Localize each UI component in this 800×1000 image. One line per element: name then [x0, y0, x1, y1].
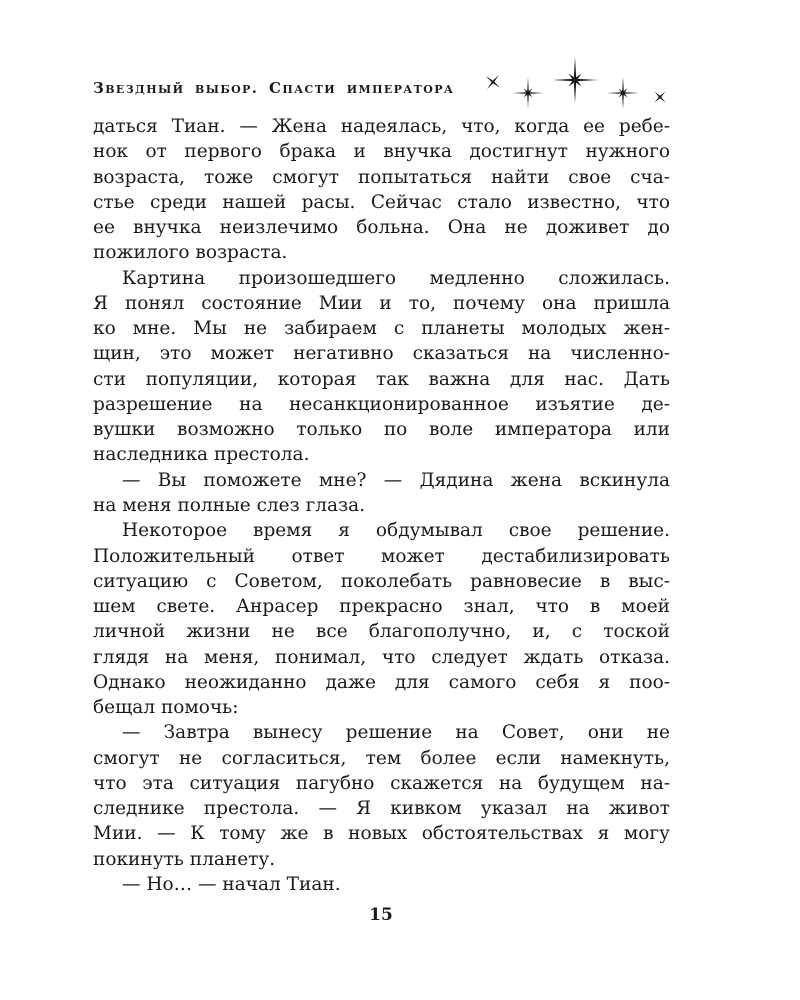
text-line: пожилого возраста.: [93, 242, 288, 264]
stars-ornament: [470, 50, 680, 120]
text-line: — Завтра вынесу решение на Совет, они не: [122, 722, 670, 744]
body-text: [93, 114, 670, 897]
text-line: вушки возможно только по воле императора или: [93, 419, 670, 441]
text-line: сти популяции, которая так важна для нас. Дать: [93, 368, 670, 390]
text-line: нок от первого брака и внучка достигнут нужного: [93, 141, 670, 163]
text-line: даться Тиан. — Жена надеялась, что, когда ее ребе-: [93, 116, 670, 137]
text-line: ее внучка неизлечимо больна. Она не доживет до: [93, 217, 670, 239]
text-line: щин, это может негативно сказаться на численно-: [93, 343, 670, 365]
text-line: глядя на меня, понимал, что следует ждать отказа.: [93, 646, 670, 668]
text-line: личной жизни не все благополучно, и, с тоской: [93, 621, 670, 643]
star-icon: [649, 86, 672, 109]
text-line: Мии. — К тому же в новых обстоятельствах я могу: [93, 823, 670, 845]
text-line: покинуть планету.: [93, 848, 276, 870]
running-title: Звездный выбор. Спасти императора: [93, 79, 455, 97]
text-line: Картина произошедшего медленно сложилась.: [122, 267, 670, 289]
paragraph: [93, 468, 670, 519]
star-icon: [607, 77, 639, 109]
text-line: ситуацию с Советом, поколебать равновесие в выс-: [93, 570, 670, 592]
text-line: что эта ситуация пагубно скажется на будущем на-: [93, 772, 670, 794]
text-line: наследника престола.: [93, 444, 310, 466]
text-line: бещал помочь:: [93, 697, 239, 719]
star-icon: [480, 69, 506, 95]
star-icon: [512, 77, 543, 108]
text-line: смогут не согласиться, тем более если намекнуть,: [93, 747, 670, 769]
paragraph: [93, 114, 670, 266]
text-line: Положительный ответ может дестабилизировать: [93, 545, 670, 567]
text-line: возраста, тоже смогут попытаться найти свое сча-: [93, 166, 670, 188]
text-line: разрешение на несанкционированное изъятие де-: [93, 393, 670, 415]
text-line: Некоторое время я обдумывал свое решение.: [122, 520, 670, 542]
page-number: 15: [369, 905, 393, 925]
text-line: Однако неожиданно даже для самого себя я поо-: [93, 671, 670, 693]
paragraph: [93, 872, 670, 897]
paragraph: [93, 518, 670, 720]
text-line: стье среди нашей расы. Сейчас стало известно, что: [93, 191, 670, 213]
text-line: — Но… — начал Тиан.: [122, 873, 341, 895]
text-line: следнике престола. — Я кивком указал на живот: [93, 798, 670, 820]
text-line: Я понял состояние Мии и то, почему она пришла: [93, 292, 670, 314]
text-line: ко мне. Мы не забираем с планеты молодых жен-: [93, 318, 670, 340]
text-line: — Вы поможете мне? — Дядина жена вскинула: [122, 469, 670, 491]
star-icon: [552, 57, 598, 103]
text-line: шем свете. Анрасер прекрасно знал, что в моей: [93, 596, 670, 618]
text-line: на меня полные слез глаза.: [93, 494, 366, 516]
paragraph: [93, 720, 670, 872]
paragraph: [93, 266, 670, 468]
